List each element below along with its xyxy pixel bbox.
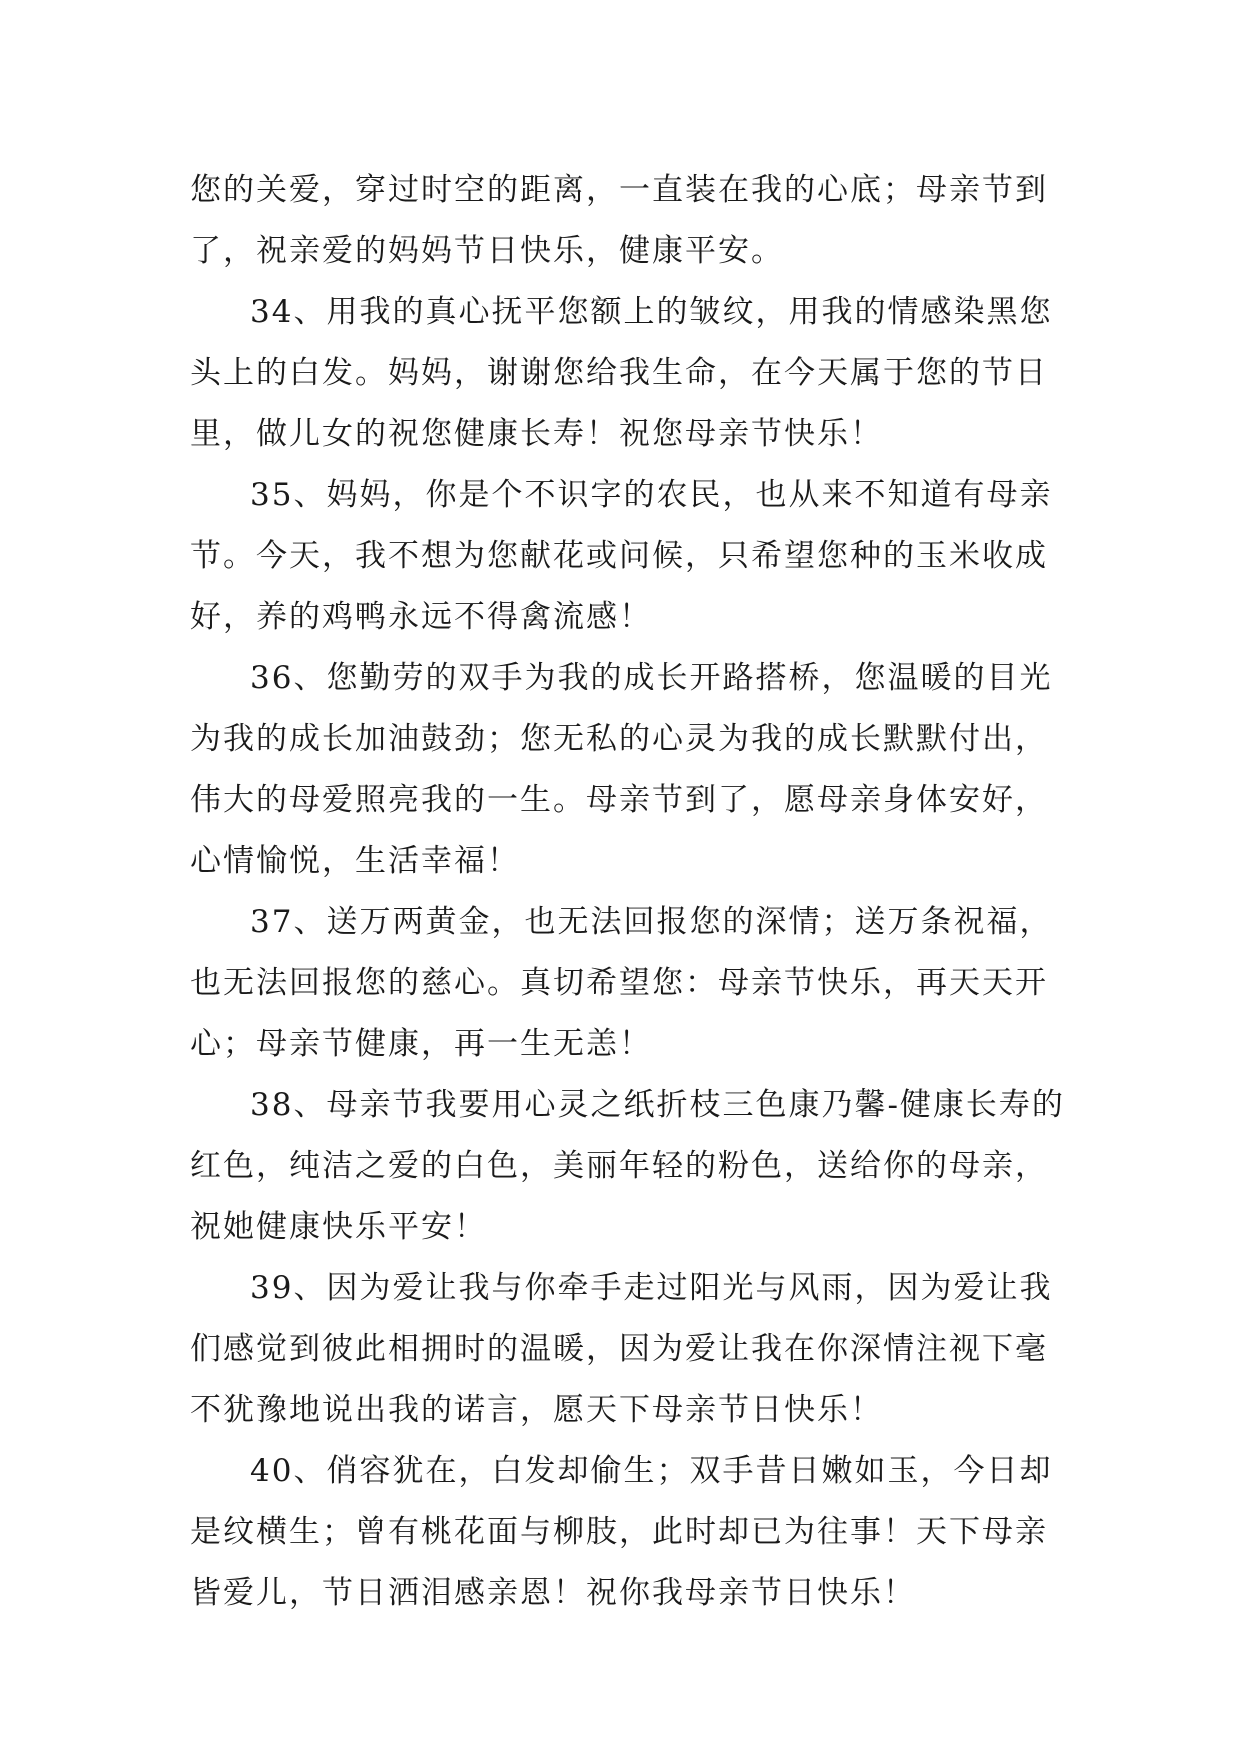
paragraph-39: 39、因为爱让我与你牵手走过阳光与风雨，因为爱让我们感觉到彼此相拥时的温暖，因为爱让我在你深情注视下毫不犹豫地说出我的诺言，愿天下母亲节日快乐！ — [190, 1270, 1053, 1428]
paragraph-34: 34、用我的真心抚平您额上的皱纹，用我的情感染黑您头上的白发。妈妈，谢谢您给我生命，在今天属于您的节日里，做儿女的祝您健康长寿！祝您母亲节快乐！ — [190, 294, 1053, 452]
paragraph-36: 36、您勤劳的双手为我的成长开路搭桥，您温暖的目光为我的成长加油鼓劲；您无私的心灵为我的成长默默付出，伟大的母爱照亮我的一生。母亲节到了，愿母亲身体安好，心情愉悦，生活幸福！ — [190, 660, 1053, 879]
paragraph-38: 38、母亲节我要用心灵之纸折枝三色康乃馨-健康长寿的红色，纯洁之爱的白色，美丽年轻的粉色，送给你的母亲，祝她健康快乐平安！ — [190, 1087, 1065, 1245]
paragraph-35: 35、妈妈，你是个不识字的农民，也从来不知道有母亲节。今天，我不想为您献花或问候，只希望您种的玉米收成好，养的鸡鸭永远不得禽流感！ — [190, 477, 1053, 635]
paragraph-40: 40、俏容犹在，白发却偷生；双手昔日嫩如玉，今日却是纹横生；曾有桃花面与柳肢，此时却已为往事！天下母亲皆爱儿，节日洒泪感亲恩！祝你我母亲节日快乐！ — [190, 1453, 1053, 1611]
paragraph-continuation: 您的关爱，穿过时空的距离，一直装在我的心底；母亲节到了，祝亲爱的妈妈节日快乐，健康平安。 — [190, 172, 1048, 269]
document-body — [190, 160, 1070, 1624]
paragraph-37: 37、送万两黄金，也无法回报您的深情；送万条祝福，也无法回报您的慈心。真切希望您：母亲节快乐，再天天开心；母亲节健康，再一生无恙！ — [190, 904, 1053, 1062]
